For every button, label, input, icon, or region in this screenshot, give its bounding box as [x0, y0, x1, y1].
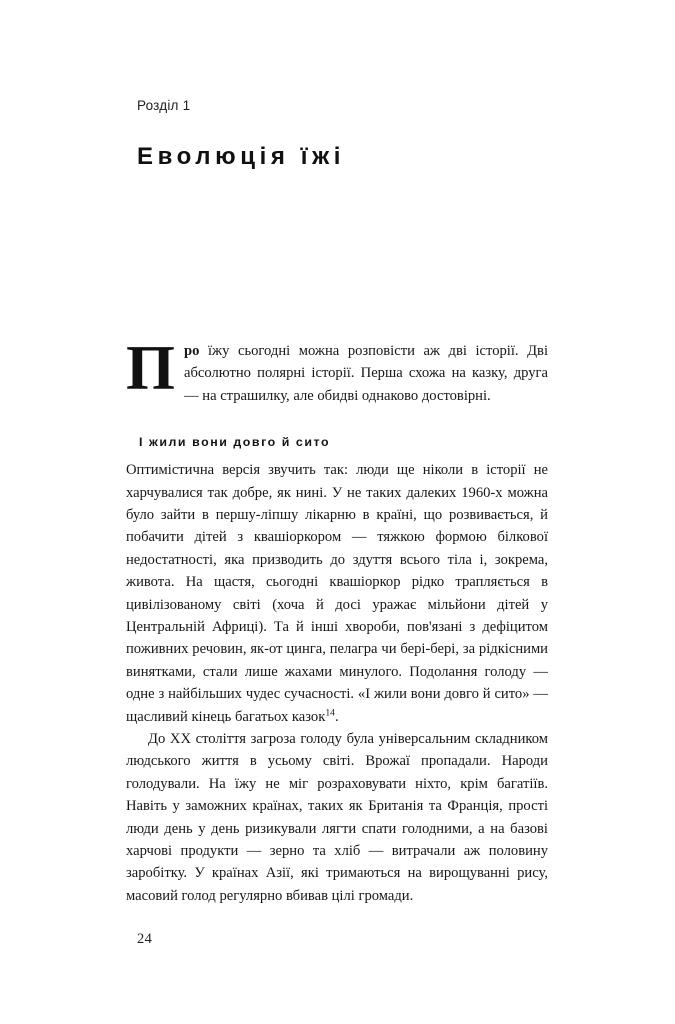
page-number: 24 [137, 931, 153, 947]
opening-lead-bold: ро [184, 343, 200, 359]
paragraph-optimistic [126, 459, 548, 728]
body-text-block [126, 333, 548, 907]
drop-cap: П [126, 333, 176, 403]
chapter-title: Еволюція їжі [137, 143, 345, 171]
paragraph-optimistic-tail: . [334, 708, 339, 725]
opening-paragraph [126, 333, 548, 408]
paragraph-hunger: До XX століття загроза голоду була універсальним складником людського життя в усьому світі. Врожаї пропадали. Народи голодували. На їжу не міг розраховувати ніхто, крім багатіїв. Навіть у заможних країнах, таких як Британія та Франція, прості люди день у день ризикували лягти спати голодними, а на базові харчові продукти — зерно та хліб — витрачали аж половину заробітку. У країнах Азії, які тримаються на вирощуванні рису, масовий голод регулярно вбивав цілі громади. [126, 731, 548, 904]
section-subheading: І жили вони довго й сито [139, 435, 331, 449]
paragraph-optimistic-text: Оптимістична версія звучить так: люди ще ніколи в історії не харчувалися так добре, як нині. У не таких далеких 1960-х можна було зайти в першу-ліпшу лікарню в країні, що розвивається, й побачити дітей з квашіоркором — тяжкою формою білкової недостатності, яка призводить до здуття всього тіла і, зокрема, живота. На щастя, сьогодні квашіоркор рідко трапляється в цивілізованому світі (хоча й досі уражає мільйони дітей у Центральній Африці). Та й інші хвороби, пов'язані з дефіцитом поживних речовин, як-от цинга, пелагра чи бері-бері, за рідкісними винятками, стали лише жахами минулого. Подолання голоду — одне з найбільших чудес сучасності. «І жили вони довго й сито» — щасливий кінець багатьох казок [126, 462, 548, 725]
chapter-label: Розділ 1 [137, 98, 191, 113]
chapter-opener [137, 98, 557, 172]
footnote-reference[interactable]: 14 [325, 707, 335, 719]
opening-paragraph-text: їжу сьогодні можна розповісти аж дві історії. Дві абсолютно полярні історії. Перша схожа на казку, друга — на страшилку, але обидві однаково достовірні. [184, 343, 548, 404]
